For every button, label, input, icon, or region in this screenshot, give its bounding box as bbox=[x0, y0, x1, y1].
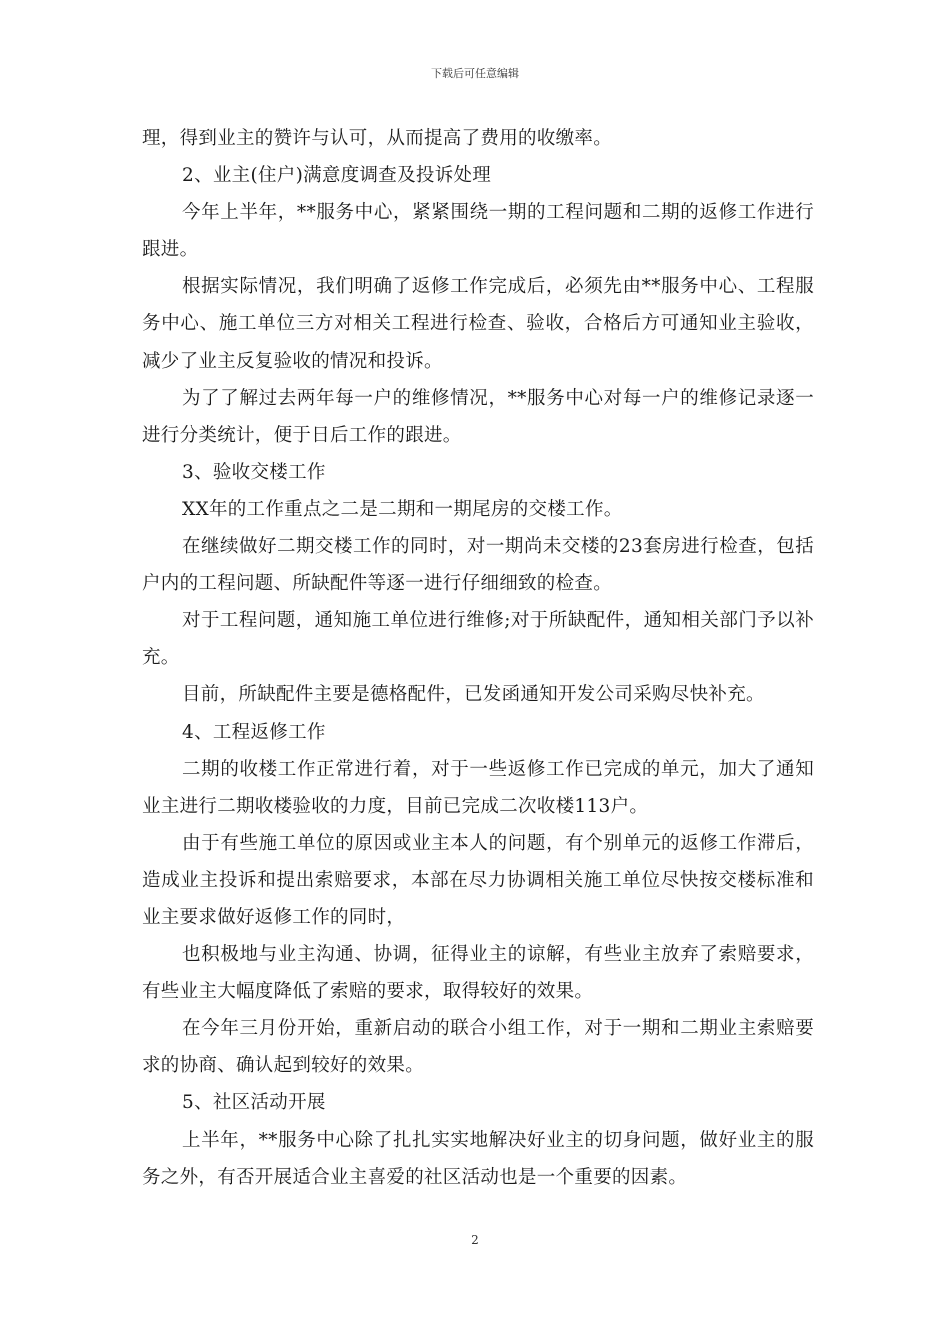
document-body bbox=[142, 120, 814, 1196]
paragraph: 为了了解过去两年每一户的维修情况，**服务中心对每一户的维修记录逐一进行分类统计，便于日后工作的跟进。 bbox=[142, 387, 814, 446]
section-heading-5: 5、社区活动开展 bbox=[182, 1092, 326, 1114]
paragraph: 对于工程问题，通知施工单位进行维修;对于所缺配件，通知相关部门予以补充。 bbox=[142, 610, 814, 669]
paragraph: XX年的工作重点之二是二期和一期尾房的交楼工作。 bbox=[182, 498, 623, 520]
section-heading-2: 2、业主(住户)满意度调查及投诉处理 bbox=[182, 165, 492, 187]
paragraph: 根据实际情况，我们明确了返修工作完成后，必须先由**服务中心、工程服务中心、施工单位三方对相关工程进行检查、验收，合格后方可通知业主验收，减少了业主反复验收的情况和投诉。 bbox=[142, 276, 814, 372]
paragraph: 也积极地与业主沟通、协调，征得业主的谅解，有些业主放弃了索赔要求，有些业主大幅度降低了索赔的要求，取得较好的效果。 bbox=[142, 944, 814, 1003]
paragraph: 目前，所缺配件主要是德格配件，已发函通知开发公司采购尽快补充。 bbox=[182, 684, 765, 706]
paragraph: 理，得到业主的赞许与认可，从而提高了费用的收缴率。 bbox=[142, 128, 613, 149]
paragraph: 上半年，**服务中心除了扎扎实实地解决好业主的切身问题，做好业主的服务之外，有否开展适合业主喜爱的社区活动也是一个重要的因素。 bbox=[142, 1129, 814, 1188]
paragraph: 在今年三月份开始，重新启动的联合小组工作，对于一期和二期业主索赔要求的协商、确认起到较好的效果。 bbox=[142, 1018, 814, 1077]
paragraph: 由于有些施工单位的原因或业主本人的问题，有个别单元的返修工作滞后，造成业主投诉和提出索赔要求，本部在尽力协调相关施工单位尽快按交楼标准和业主要求做好返修工作的同时， bbox=[142, 832, 814, 928]
section-heading-4: 4、工程返修工作 bbox=[182, 721, 326, 743]
page-number: 2 bbox=[471, 1233, 479, 1247]
paragraph: 在继续做好二期交楼工作的同时，对一期尚未交楼的23套房进行检查，包括户内的工程问题、所缺配件等逐一进行仔细细致的检查。 bbox=[142, 536, 814, 595]
paragraph: 今年上半年，**服务中心，紧紧围绕一期的工程问题和二期的返修工作进行跟进。 bbox=[142, 202, 814, 261]
paragraph: 二期的收楼工作正常进行着，对于一些返修工作已完成的单元，加大了通知业主进行二期收楼验收的力度，目前已完成二次收楼113户。 bbox=[142, 758, 814, 817]
page-header: 下载后可任意编辑 bbox=[431, 67, 519, 80]
section-heading-3: 3、验收交楼工作 bbox=[182, 461, 326, 483]
